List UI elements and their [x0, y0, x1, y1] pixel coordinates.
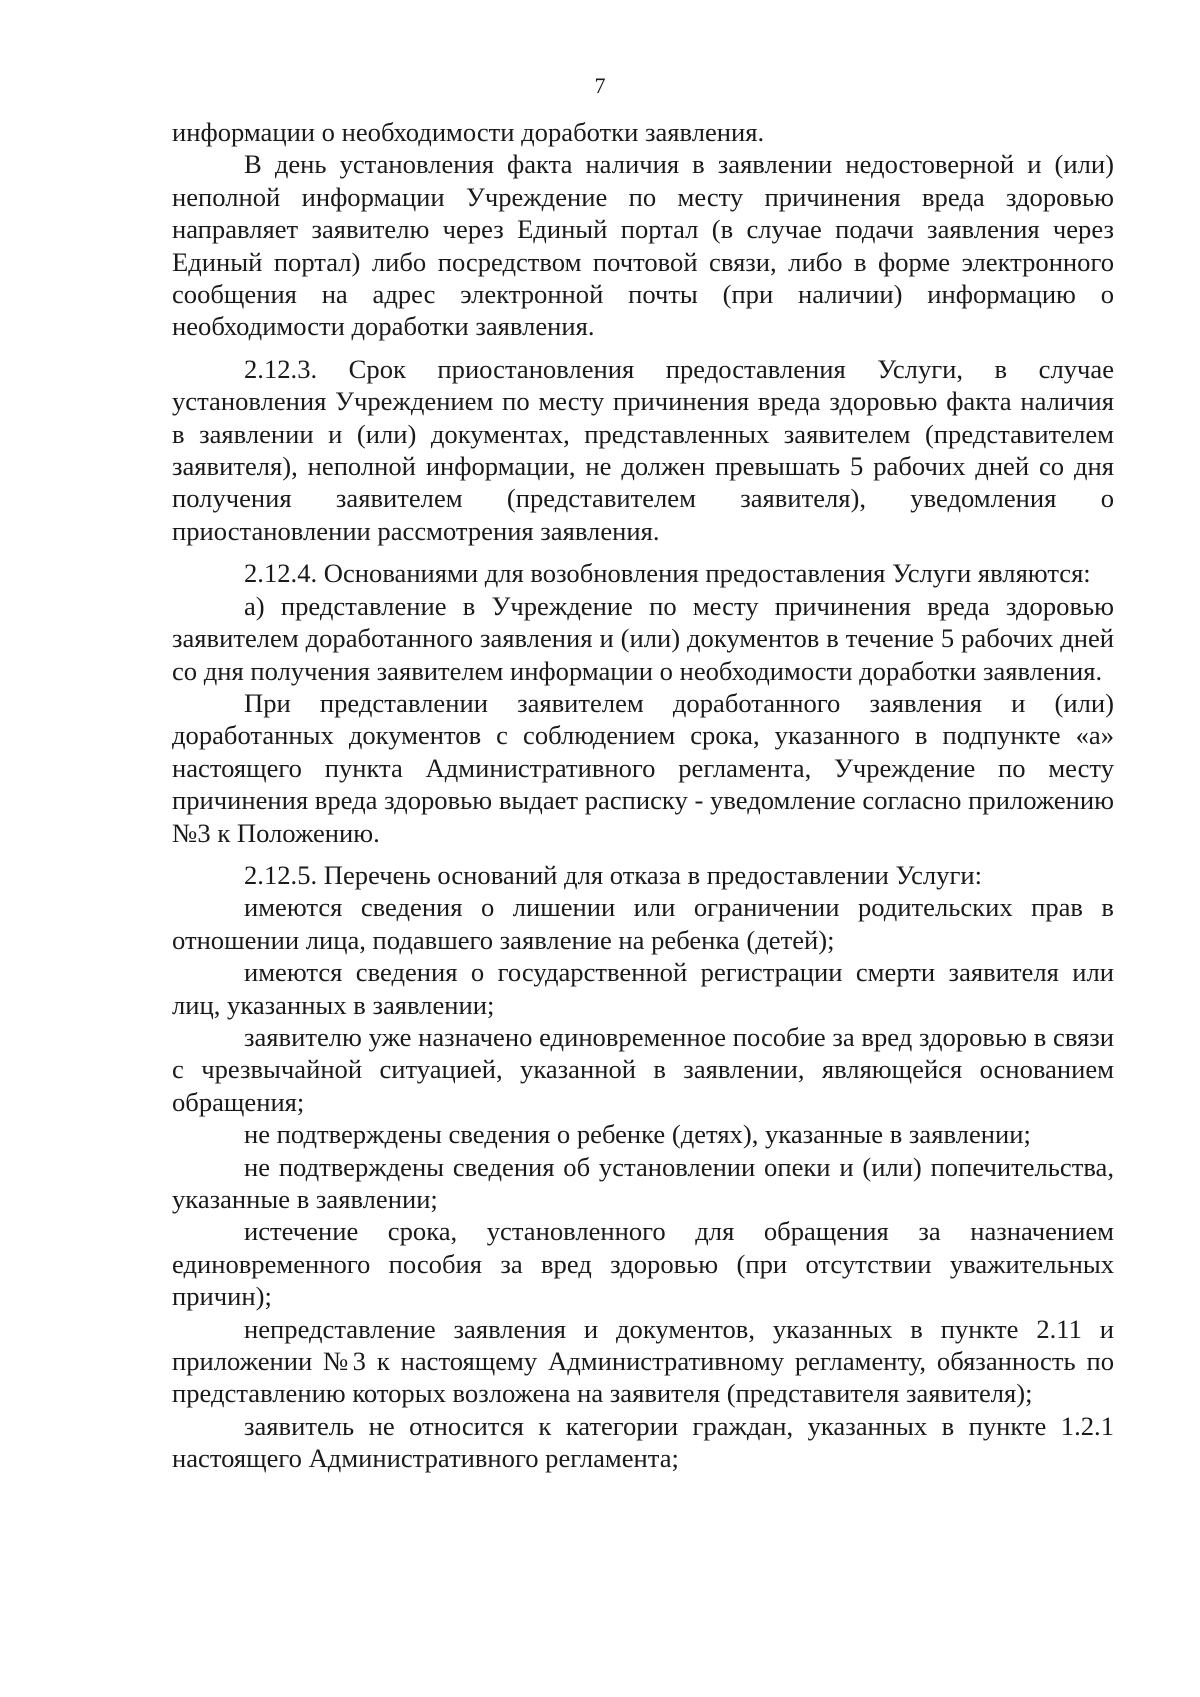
paragraph: истечение срока, установленного для обращения за назначением единовременного пособия за вред здоровью (при отсутствии уважительных причин); — [172, 1216, 1114, 1312]
paragraph: а) представление в Учреждение по месту причинения вреда здоровью заявителем доработанного заявления и (или) документов в течение 5 рабочих дней со дня получения заявителем информации о необходимости доработки заявления. — [172, 590, 1114, 686]
paragraph: непредставление заявления и документов, указанных в пункте 2.11 и приложении №3 к настоящему Административному регламенту, обязанность по представлению которых возложена на заявителя (представителя заявителя); — [172, 1313, 1114, 1409]
paragraph: 2.12.3. Срок приостановления предоставления Услуги, в случае установления Учреждением по месту причинения вреда здоровью факта наличия в заявлении и (или) документах, представленных заявителем (представителем заявителя), неполной информации, не должен превышать 5 рабочих дней со дня получения заявителем (представителем заявителя), уведомления о приостановлении рассмотрения заявления. — [172, 353, 1114, 546]
paragraph: В день установления факта наличия в заявлении недостоверной и (или) неполной информации Учреждение по месту причинения вреда здоровью направляет заявителю через Единый портал (в случае подачи заявления через Единый портал) либо посредством почтовой связи, либо в форме электронного сообщения на адрес электронной почты (при наличии) информацию о необходимости доработки заявления. — [172, 149, 1114, 342]
paragraph: 2.12.4. Основаниями для возобновления предоставления Услуги являются: — [244, 558, 1091, 589]
paragraph: 2.12.5. Перечень оснований для отказа в предоставлении Услуги: — [244, 859, 982, 890]
paragraph: имеются сведения о государственной регистрации смерти заявителя или лиц, указанных в заявлении; — [172, 957, 1114, 1020]
document-body — [172, 116, 1114, 1475]
paragraph: не подтверждены сведения об установлении опеки и (или) попечительства, указанные в заявлении; — [172, 1151, 1114, 1214]
paragraph: не подтверждены сведения о ребенке (детях), указанные в заявлении; — [244, 1119, 1031, 1150]
paragraph: имеются сведения о лишении или ограничении родительских прав в отношении лица, подавшего заявление на ребенка (детей); — [172, 892, 1114, 955]
paragraph: При представлении заявителем доработанного заявления и (или) доработанных документов с соблюдением срока, указанного в подпункте «а» настоящего пункта Административного регламента, Учреждение по месту причинения вреда здоровью выдает расписку - уведомление согласно приложению №3 к Положению. — [172, 687, 1114, 848]
paragraph: информации о необходимости доработки заявления. — [172, 117, 765, 147]
paragraph: заявителю уже назначено единовременное пособие за вред здоровью в связи с чрезвычайной ситуацией, указанной в заявлении, являющейся основанием обращения; — [172, 1021, 1114, 1117]
paragraph: заявитель не относится к категории граждан, указанных в пункте 1.2.1 настоящего Административного регламента; — [172, 1410, 1114, 1474]
page-number: 7 — [594, 73, 606, 98]
